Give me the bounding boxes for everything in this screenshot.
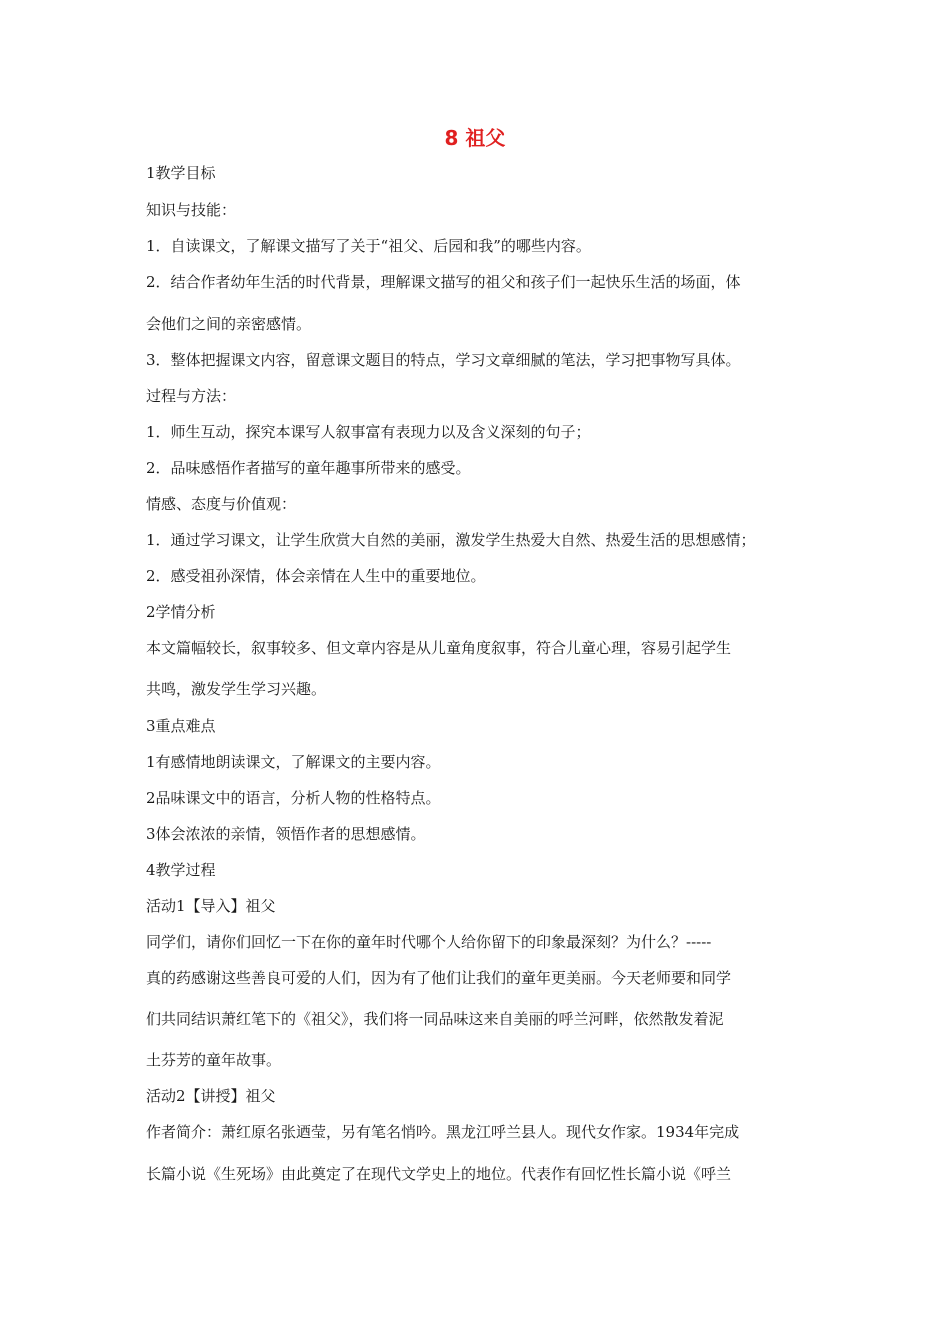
section-heading-goals: 1教学目标 (146, 164, 216, 182)
paragraph-line: 本文篇幅较长，叙事较多、但文章内容是从儿童角度叙事，符合儿童心理，容易引起学生 (146, 639, 732, 657)
paragraph-line: 1．自读课文，了解课文描写了关于“祖父、后园和我”的哪些内容。 (146, 237, 591, 255)
section-heading-analysis: 2学情分析 (146, 603, 216, 621)
paragraph-line: 2品味课文中的语言，分析人物的性格特点。 (146, 789, 441, 807)
paragraph-line: 1有感情地朗读课文，了解课文的主要内容。 (146, 753, 441, 771)
paragraph-line: 2．品味感悟作者描写的童年趣事所带来的感受。 (146, 459, 471, 477)
paragraph-line: 会他们之间的亲密感情。 (146, 315, 312, 333)
subheading-emotion-values: 情感、态度与价值观： (146, 495, 297, 513)
paragraph-line: 真的药感谢这些善良可爱的人们，因为有了他们让我们的童年更美丽。今天老师要和同学 (146, 969, 732, 987)
activity-heading: 活动1【导入】祖父 (146, 897, 276, 915)
subheading-process-methods: 过程与方法： (146, 387, 237, 405)
section-heading-key-points: 3重点难点 (146, 717, 216, 735)
paragraph-line: 土芬芳的童年故事。 (146, 1051, 282, 1069)
paragraph-line: 们共同结识萧红笔下的《祖父》，我们将一同品味这来自美丽的呼兰河畔，依然散发着泥 (146, 1010, 724, 1028)
paragraph-line: 长篇小说《生死场》由此奠定了在现代文学史上的地位。代表作有回忆性长篇小说《呼兰 (146, 1165, 732, 1183)
paragraph-line: 1．通过学习课文，让学生欣赏大自然的美丽，激发学生热爱大自然、热爱生活的思想感情； (146, 531, 756, 549)
paragraph-line: 3体会浓浓的亲情，领悟作者的思想感情。 (146, 825, 426, 843)
paragraph-line: 1．师生互动，探究本课写人叙事富有表现力以及含义深刻的句子； (146, 423, 591, 441)
paragraph-line: 同学们，请你们回忆一下在你的童年时代哪个人给你留下的印象最深刻？为什么？----- (146, 933, 712, 951)
paragraph-line: 2．感受祖孙深情，体会亲情在人生中的重要地位。 (146, 567, 486, 585)
paragraph-line: 共鸣，激发学生学习兴趣。 (146, 680, 327, 698)
activity-heading: 活动2【讲授】祖父 (146, 1087, 276, 1105)
subheading-knowledge-skills: 知识与技能： (146, 201, 237, 219)
paragraph-line: 作者简介：萧红原名张迺莹，另有笔名悄吟。黑龙江呼兰县人。现代女作家。1934年完成 (146, 1123, 740, 1141)
section-heading-process: 4教学过程 (146, 861, 216, 879)
paragraph-line: 3．整体把握课文内容，留意课文题目的特点，学习文章细腻的笔法，学习把事物写具体。 (146, 351, 741, 369)
document-title: 8 祖父 (444, 126, 506, 150)
paragraph-line: 2．结合作者幼年生活的时代背景，理解课文描写的祖父和孩子们一起快乐生活的场面，体 (146, 273, 741, 291)
